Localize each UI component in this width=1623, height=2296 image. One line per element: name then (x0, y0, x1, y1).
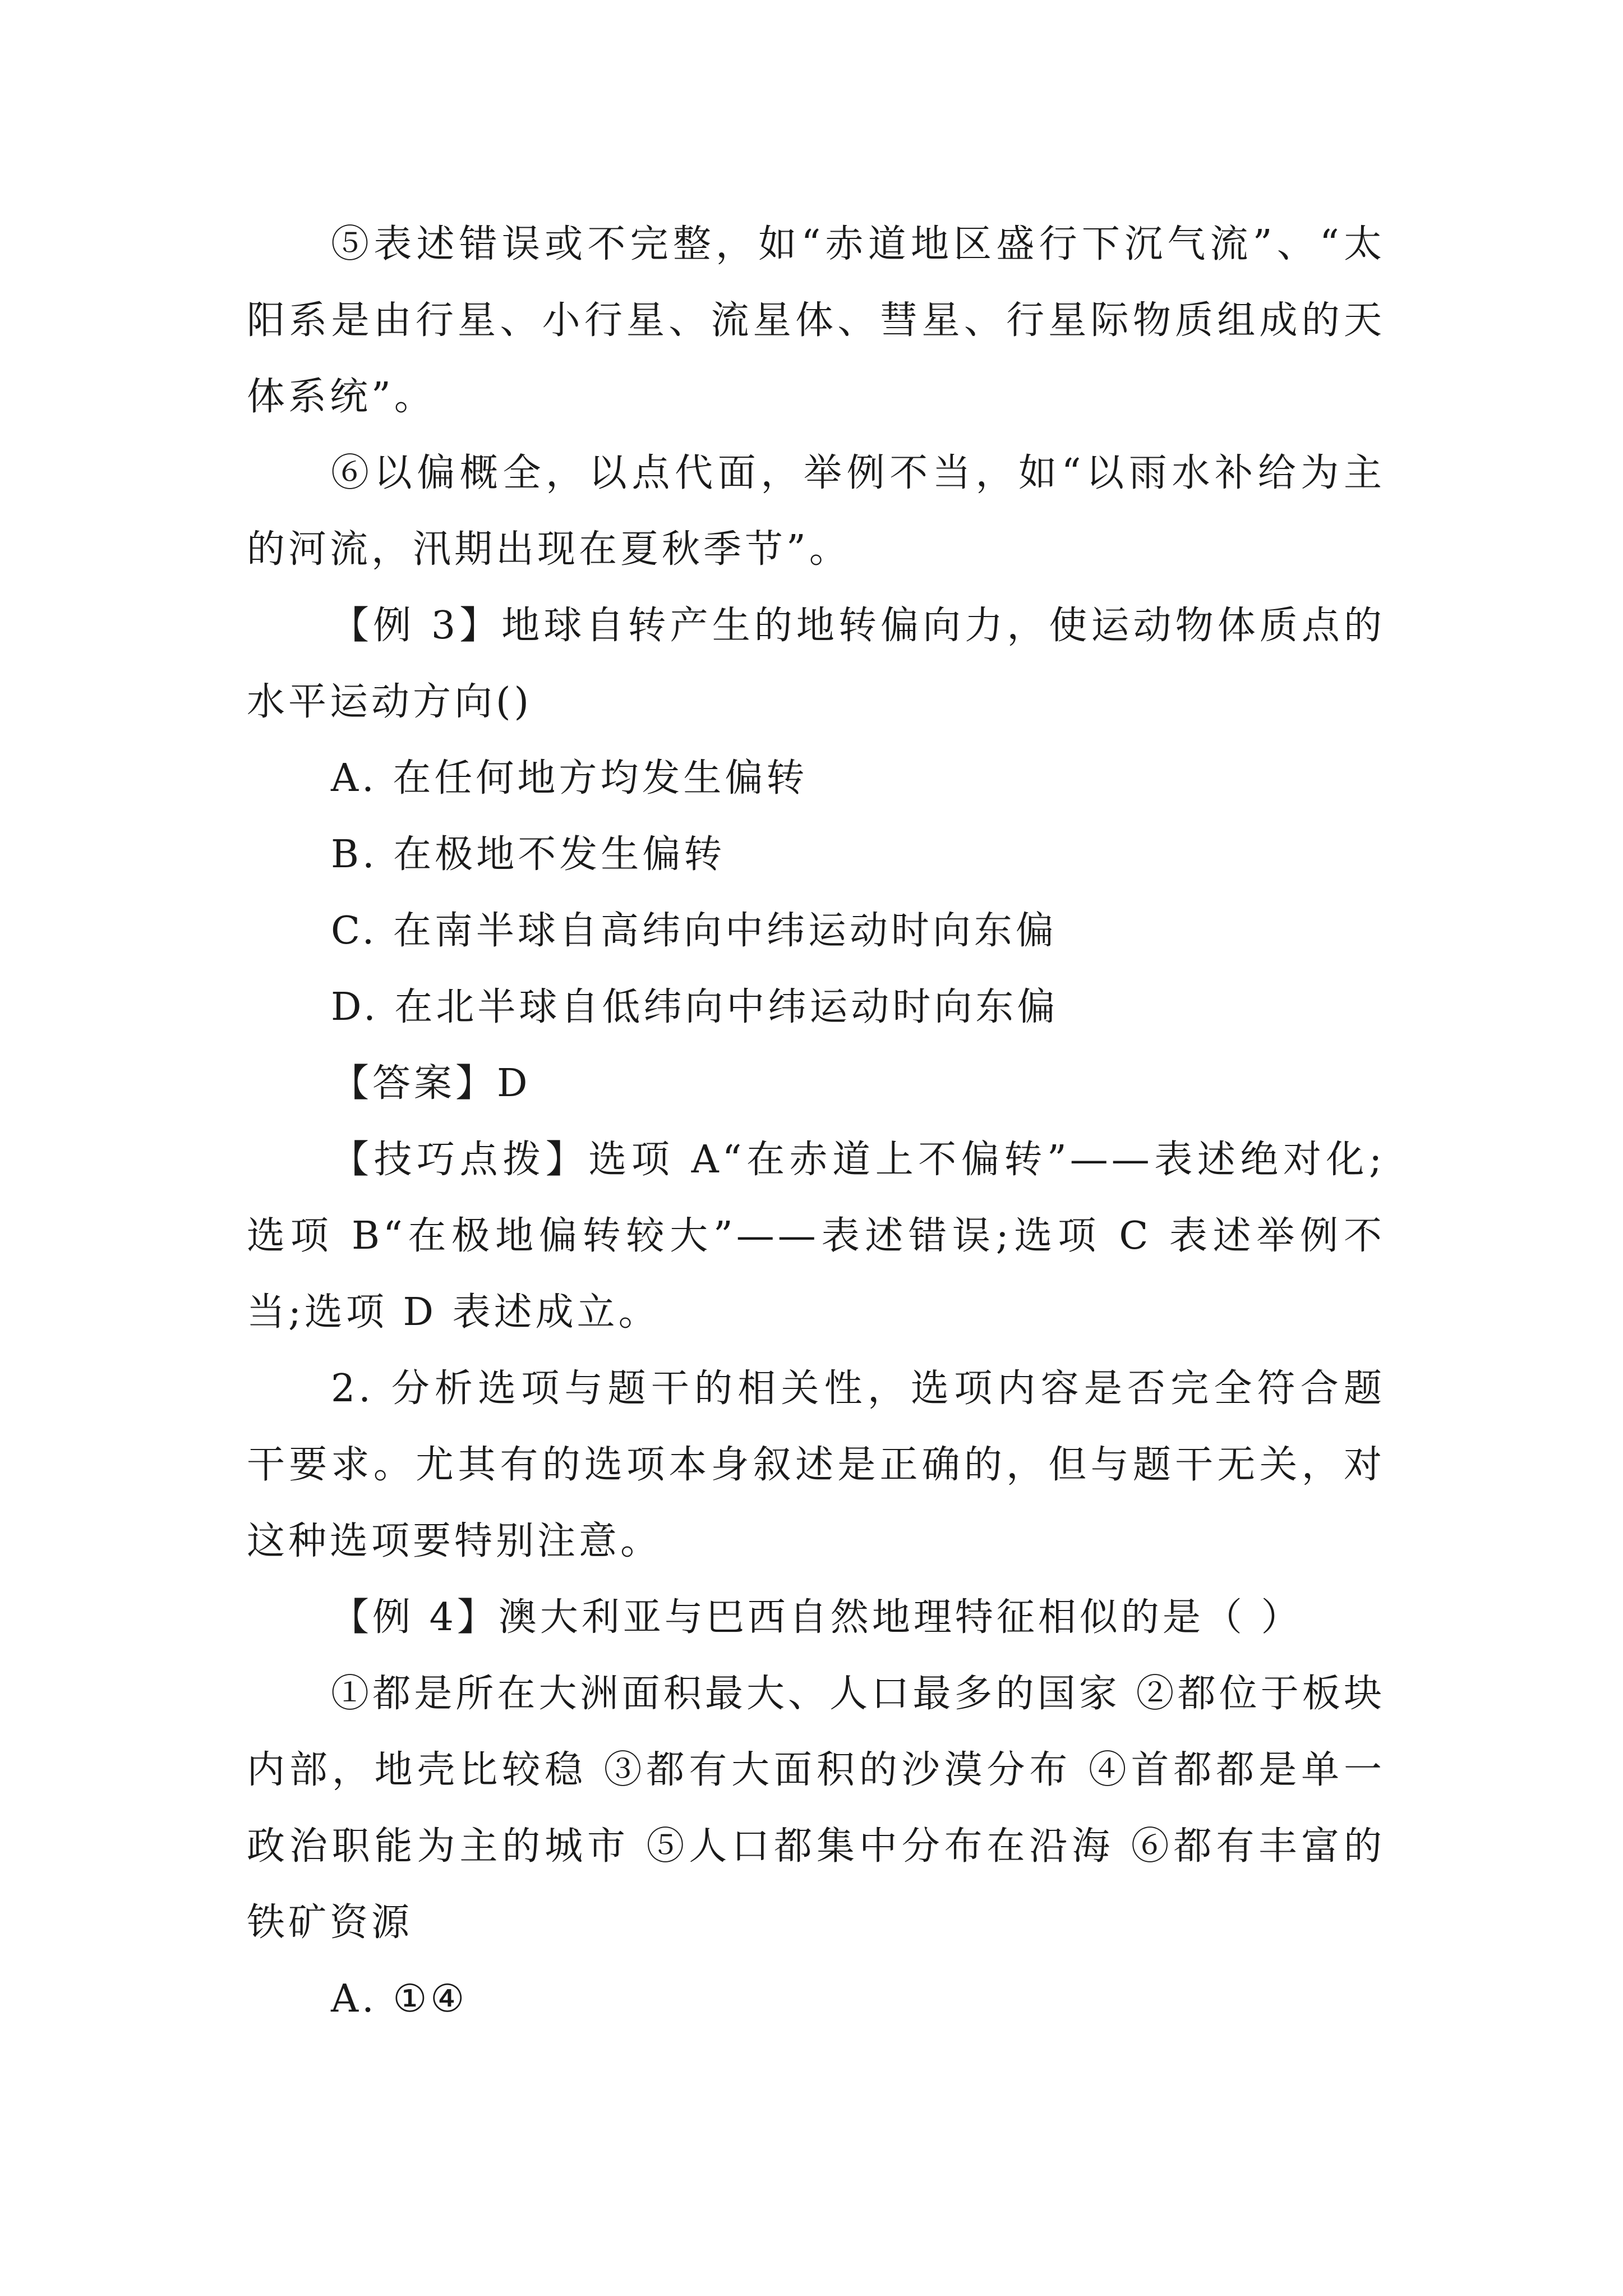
example-3-question: 【例 3】地球自转产生的地转偏向力，使运动物体质点的水平运动方向() (247, 604, 1385, 724)
example-3-option-c: C. 在南半球自高纬向中纬运动时向东偏 (331, 909, 1057, 953)
example-3-tip: 【技巧点拨】选项 A“在赤道上不偏转”——表述绝对化;选项 B“在极地偏转较大”——表述错误;选项 C 表述举例不当;选项 D 表述成立。 (247, 1138, 1385, 1335)
example-3-option-a: A. 在任何地方均发生偏转 (331, 756, 808, 800)
example-3-option-b: B. 在极地不发生偏转 (331, 832, 726, 877)
example-3-option-d: D. 在北半球自低纬向中纬运动时向东偏 (331, 985, 1059, 1029)
paragraph-misstatement: ⑤表述错误或不完整，如“赤道地区盛行下沉气流”、“太阳系是由行星、小行星、流星体、彗星、行星际物质组成的天体系统”。 (247, 222, 1385, 419)
example-4-question: 【例 4】澳大利亚与巴西自然地理特征相似的是（ ） (331, 1595, 1303, 1640)
example-4-statements: ①都是所在大洲面积最大、人口最多的国家 ②都位于板块内部，地壳比较稳 ③都有大面积的沙漠分布 ④首都都是单一政治职能为主的城市 ⑤人口都集中分布在沿海 ⑥都有丰富的铁矿资源 (247, 1672, 1385, 1945)
document-body (247, 206, 1385, 2037)
paragraph-overgeneralization: ⑥以偏概全，以点代面，举例不当，如“以雨水补给为主的河流，汛期出现在夏秋季节”。 (247, 451, 1385, 572)
example-3-answer: 【答案】D (331, 1061, 531, 1106)
paragraph-relevance: 2. 分析选项与题干的相关性，选项内容是否完全符合题干要求。尤其有的选项本身叙述是正确的，但与题干无关，对这种选项要特别注意。 (247, 1366, 1385, 1563)
example-4-option-a: A. ①④ (331, 1977, 468, 2021)
